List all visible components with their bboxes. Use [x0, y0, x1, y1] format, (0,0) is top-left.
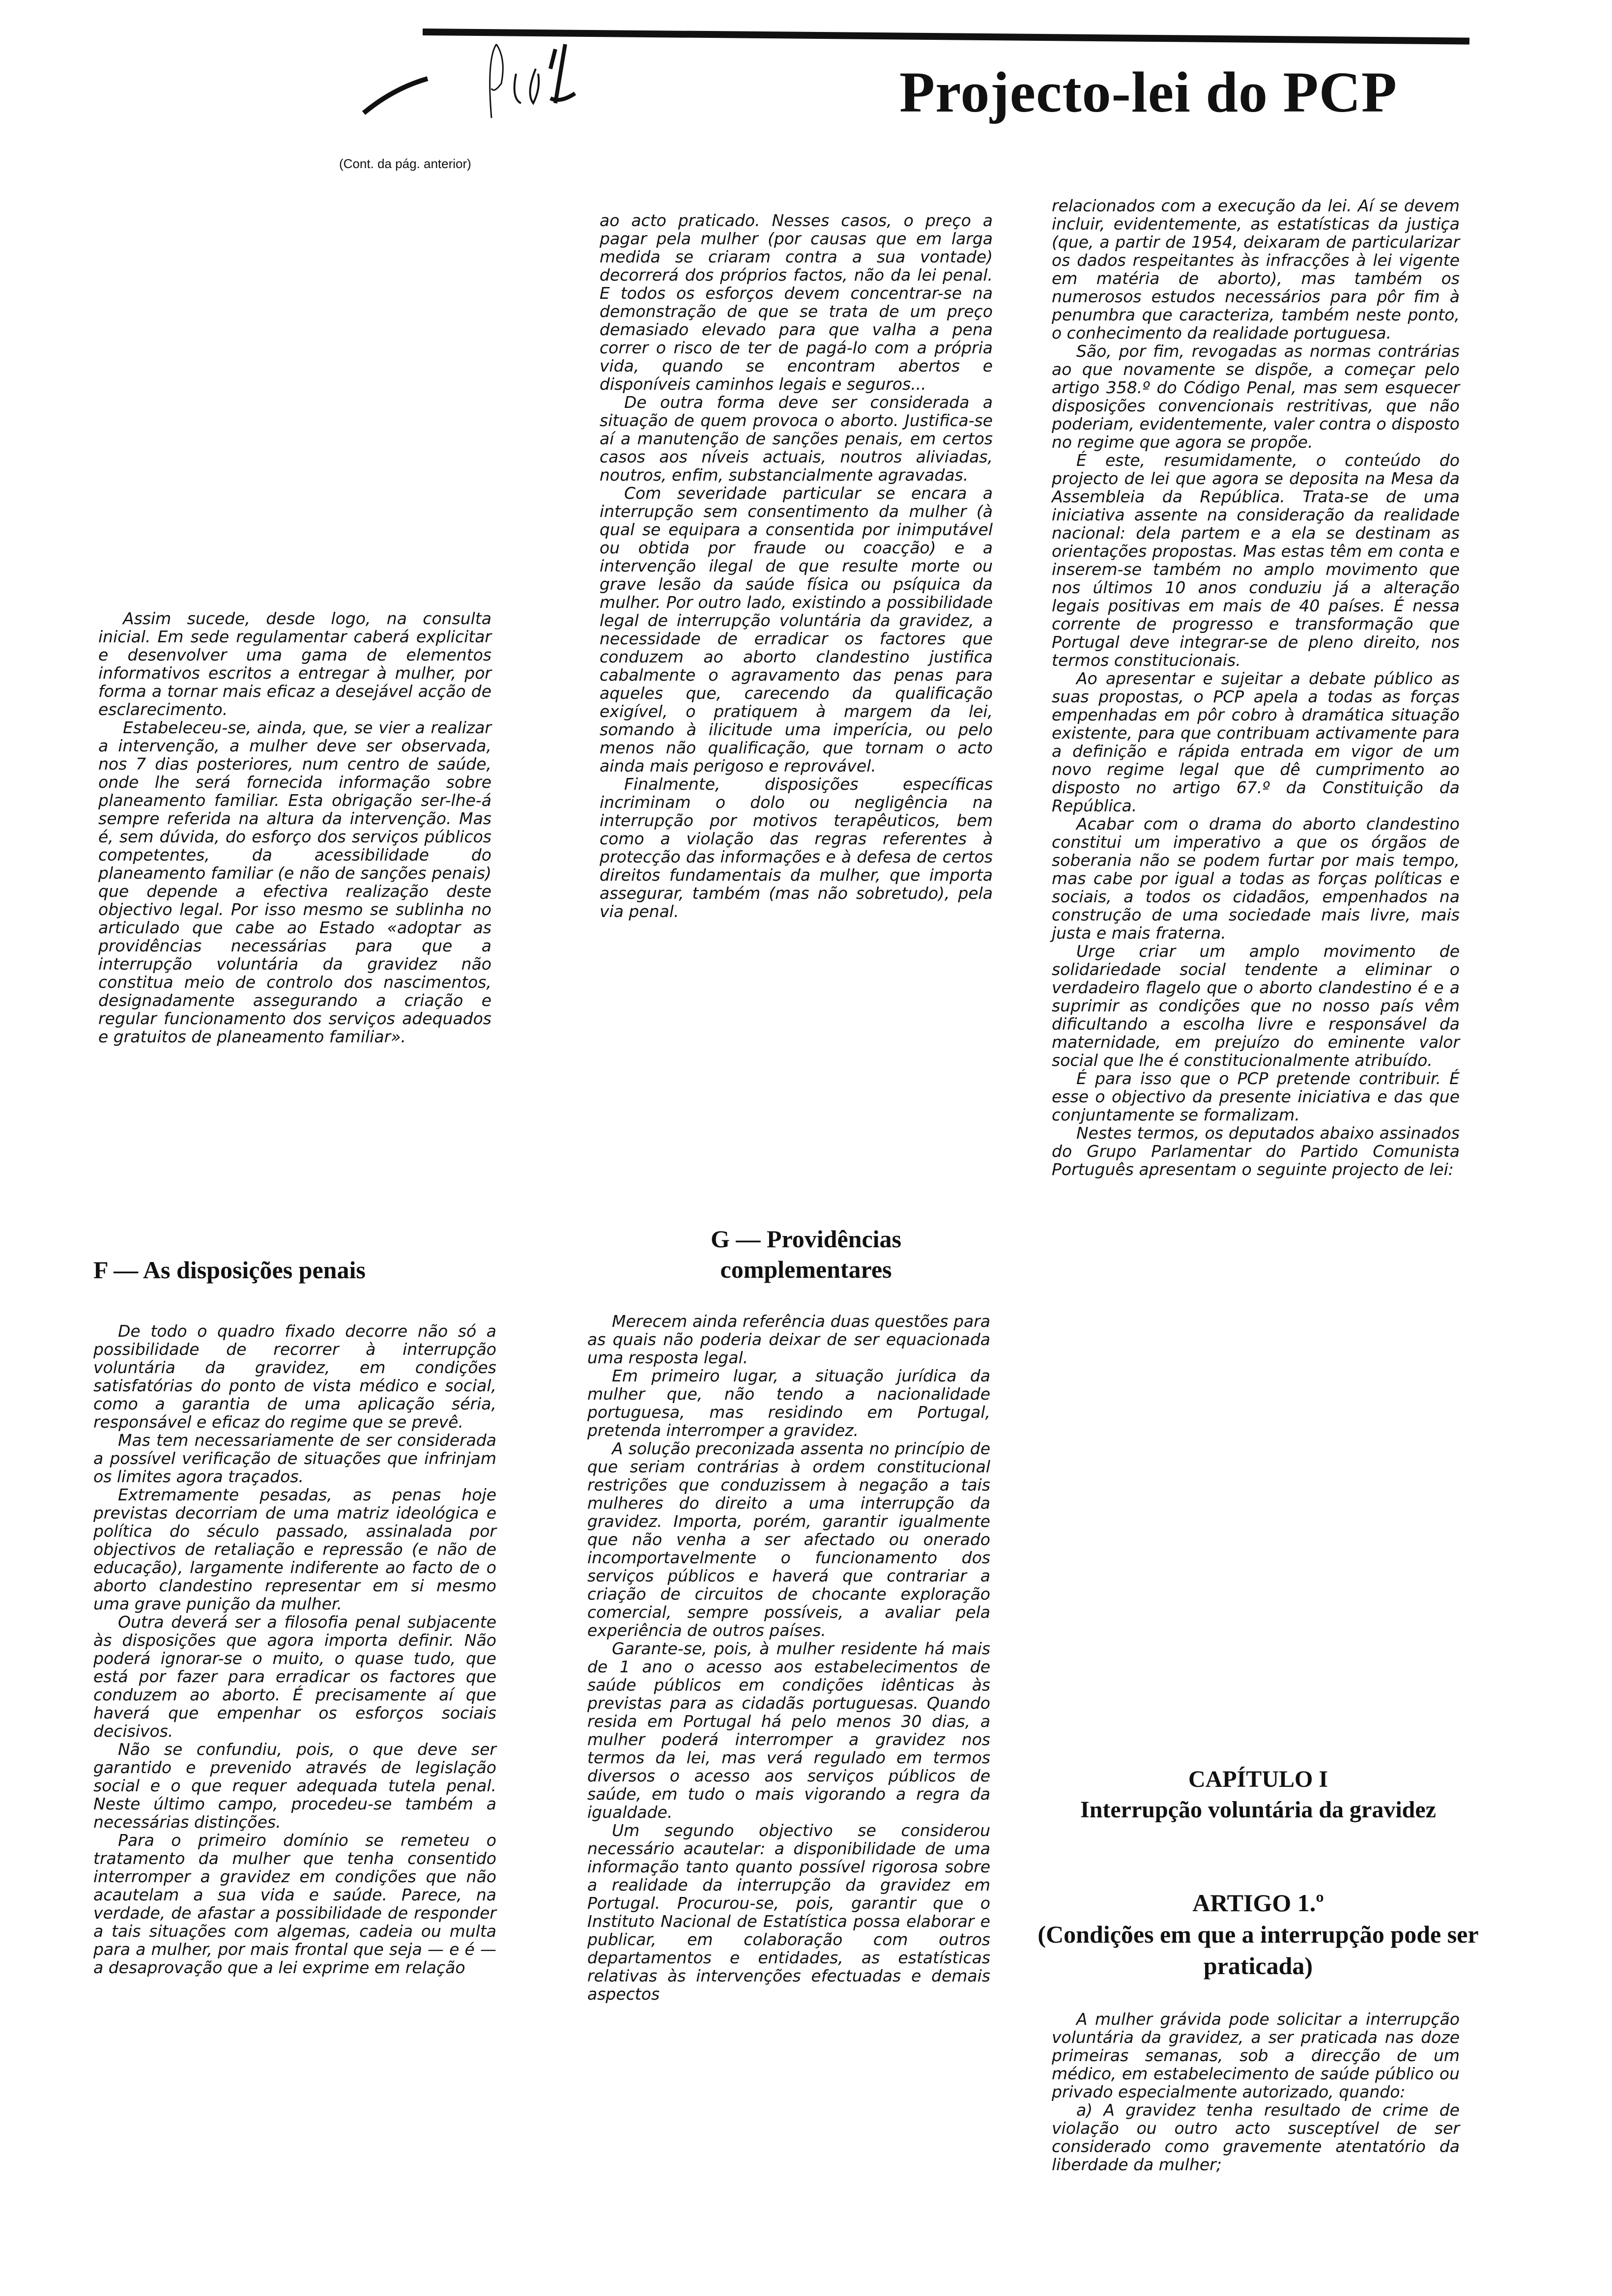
paragraph: ao acto praticado. Nesses casos, o preço a pagar pela mulher (por causas que em larga medida se criaram contra a sua vontade) decorrerá dos próprios factos, não da lei penal. E todos os esforços devem concentrar-se na demonstração de que se trata de um preço demasiado elevado para que valha a pena correr o risco de ter de pagá-lo com a própria vida, quando se encontram abertos e disponíveis caminhos legais e seguros...: [600, 211, 993, 394]
paragraph: Em primeiro lugar, a situação jurídica da mulher que, não tendo a nacionalidade portuguesa, mas residindo em Portugal, pretenda interromper a gravidez.: [587, 1366, 990, 1440]
paragraph: Assim sucede, desde logo, na consulta inicial. Em sede regulamentar caberá explicitar e desenvolver uma gama de elementos informativos escritos a entregar à mulher, por forma a tornar mais eficaz a desejável acção de esclarecimento.: [98, 609, 491, 719]
column-1-bottom: [93, 1322, 496, 1977]
column-2-top: [600, 211, 993, 920]
paragraph: Extremamente pesadas, as penas hoje previstas decorriam de uma matriz ideológica e política do século passado, assinalada por objectivos de retaliação e repressão (e não de educação), largamente indiferente ao facto de o aborto clandestino representar em si mesmo uma grave punição da mulher.: [93, 1485, 496, 1613]
handwritten-page-note: [344, 29, 649, 128]
paragraph: Nestes termos, os deputados abaixo assinados do Grupo Parlamentar do Partido Comunista Português apresentam o seguinte projecto de lei:: [1052, 1123, 1460, 1179]
column-3-top: [1052, 197, 1460, 1178]
paragraph: Garante-se, pois, à mulher residente há mais de 1 ano o acesso aos estabelecimentos de saúde públicos em condições idênticas às previstas para as cidadãs portuguesas. Quando resida em Portugal há pelo menos 30 dias, a mulher poderá interromper a gravidez nos termos da lei, mas verá regulado em termos diversos o acesso aos serviços públicos de saúde, em tudo o mais vigorando a regra da igualdade.: [587, 1639, 990, 1822]
column-1-top: [98, 609, 491, 1046]
paragraph: A mulher grávida pode solicitar a interrupção voluntária da gravidez, a ser praticada nas doze primeiras semanas, sob a direcção de um médico, em estabelecimento de saúde público ou privado especialmente autorizado, quando:: [1052, 2009, 1460, 2101]
heading-line: G — Providências: [711, 1225, 901, 1253]
paragraph: Finalmente, disposições específicas incriminam o dolo ou negligência na interrupção por motivos terapêuticos, bem como a violação das regras referentes à protecção das informações e à defesa de certos direitos fundamentais da mulher, que importa assegurar, também (mas não sobretudo), pela via penal.: [600, 775, 993, 921]
page-title: Projecto-lei do PCP: [899, 60, 1397, 124]
paragraph: Urge criar um amplo movimento de solidariedade social tendente a eliminar o verdadeiro flagelo que o aborto clandestino é e a suprimir as condições que no nosso país vêm dificultando a escolha livre e responsável da maternidade, em prejuízo do eminente valor social que lhe é constitucionalmente atribuído.: [1052, 942, 1460, 1070]
paragraph: Estabeleceu-se, ainda, que, se vier a realizar a intervenção, a mulher deve ser observada, nos 7 dias posteriores, num centro de saúde, onde lhe será fornecida informação sobre planeamento familiar. Esta obrigação ser-lhe-á sempre referida na altura da intervenção. Mas é, sem dúvida, do esforço dos serviços públicos competentes, da acessibilidade do planeamento familiar (e não de sanções penais) que depende a efectiva realização deste objectivo legal. Por isso mesmo se sublinha no articulado que cabe ao Estado «adoptar as providências necessárias para que a interrupção voluntária da gravidez não constitua meio de controlo dos nascimentos, designadamente assegurando a criação e regular funcionamento dos serviços adequados e gratuitos de planeamento familiar».: [98, 718, 491, 1046]
paragraph: São, por fim, revogadas as normas contrárias ao que novamente se dispõe, a começar pelo artigo 358.º do Código Penal, mas sem esquecer disposições convencionais restritivas, que não poderiam, evidentemente, valer contra o disposto no regime que agora se propõe.: [1052, 342, 1460, 452]
column-3-bottom: [1052, 2010, 1460, 2174]
chapter-label: CAPÍTULO I: [1188, 1766, 1328, 1792]
paragraph: Para o primeiro domínio se remeteu o tratamento da mulher que tenha consentido interromper a gravidez em condições que não acautelam a sua vida e saúde. Parece, na verdade, de afastar a possibilidade de responder a tais situações com algemas, cadeia ou multa para a mulher, por mais frontal que seja — e é — a desaprovação que a lei exprime em relação: [93, 1831, 496, 1977]
paragraph: Com severidade particular se encara a interrupção sem consentimento da mulher (à qual se equipara a consentida por inimputável ou obtida por fraude ou coacção) e a intervenção ilegal de que resulte morte ou grave lesão da saúde física ou psíquica da mulher. Por outro lado, existindo a possibilidade legal de interrupção voluntária da gravidez, a necessidade de erradicar os factores que conduzem ao aborto clandestino justifica cabalmente o agravamento das penas para aqueles que, carecendo da qualificação exigível, o pratiquem à margem da lei, somando à ilicitude uma imperícia, ou pelo menos não qualificação, que tornam o acto ainda mais perigoso e reprovável.: [600, 484, 993, 775]
paragraph: Um segundo objectivo se considerou necessário acautelar: a disponibilidade de uma informação tanto quanto possível rigorosa sobre a realidade da interrupção da gravidez em Portugal. Procurou-se, pois, garantir que o Instituto Nacional de Estatística possa elaborar e publicar, em colaboração com outros departamentos e entidades, as estatísticas relativas às intervenções efectuadas e demais aspectos: [587, 1821, 990, 2004]
article-heading: [1037, 1887, 1479, 1981]
section-heading-g: [585, 1224, 1027, 1285]
paragraph: Merecem ainda referência duas questões para as quais não poderia deixar de ser equacionada uma resposta legal.: [587, 1312, 990, 1367]
paragraph: De outra forma deve ser considerada a situação de quem provoca o aborto. Justifica-se aí a manutenção de sanções penais, em certos casos aos níveis actuais, noutros aliviadas, noutros, enfim, substancialmente agravadas.: [600, 393, 993, 485]
article-label: ARTIGO 1.º: [1192, 1889, 1324, 1917]
chapter-heading: [1037, 1764, 1479, 1825]
paragraph: relacionados com a execução da lei. Aí se devem incluir, evidentemente, as estatísticas da justiça (que, a partir de 1954, deixaram de particularizar os dados respeitantes às infracções à lei vigente em matéria de aborto), mas também os numerosos estudos necessários para pôr fim à penumbra que caracteriza, também neste ponto, o conhecimento da realidade portuguesa.: [1052, 196, 1460, 343]
paragraph: A solução preconizada assenta no princípio de que seriam contrárias à ordem constitucional restrições que conduzissem à negação a tais mulheres do direito a uma interrupção da gravidez. Importa, porém, garantir igualmente que não venha a ser afectado ou onerado incomportavelmente o funcionamento dos serviços públicos e haverá que contrariar a criação de circuitos de chocante exploração comercial, sempre possíveis, a avaliar pela experiência de outros países.: [587, 1439, 990, 1640]
column-2-bottom: [587, 1312, 990, 2003]
paragraph: De todo o quadro fixado decorre não só a possibilidade de recorrer à interrupção voluntária da gravidez, em condições satisfatórias do ponto de vista médico e social, como a garantia de uma aplicação séria, responsável e eficaz do regime que se prevê.: [93, 1321, 496, 1432]
paragraph: Ao apresentar e sujeitar a debate público as suas propostas, o PCP apela a todas as forças empenhadas em pôr cobro à dramática situação existente, para que contribuam activamente para a definição e rápida entrada em vigor de um novo regime legal que dê cumprimento ao disposto no artigo 67.º da Constituição da República.: [1052, 669, 1460, 815]
continuation-note: (Cont. da pág. anterior): [339, 156, 471, 171]
paragraph: É este, resumidamente, o conteúdo do projecto de lei que agora se deposita na Mesa da Assembleia da República. Trata-se de uma iniciativa assente na consideração da realidade nacional: dela partem e a ela se destinam as orientações propostas. Mas estas têm em conta e inserem-se também no amplo movimento que nos últimos 10 anos conduziu já a alteração legais positivas em mais de 40 países. É nessa corrente de progresso e transformação que Portugal deve integrar-se de pleno direito, nos termos constitucionais.: [1052, 451, 1460, 670]
paragraph: Não se confundiu, pois, o que deve ser garantido e prevenido através de legislação social e o que requer adequada tutela penal. Neste último campo, procedeu-se também a necessárias distinções.: [93, 1740, 496, 1832]
paragraph: Outra deverá ser a filosofia penal subjacente às disposições que agora importa definir. Não poderá ignorar-se o muito, o quase tudo, que está por fazer para erradicar os factores que conduzem ao aborto. É precisamente aí que haverá que empenhar os esforços sociais decisivos.: [93, 1612, 496, 1741]
paragraph: É para isso que o PCP pretende contribuir. É esse o objectivo da presente iniciativa e das que conjuntamente se formalizam.: [1052, 1069, 1460, 1124]
article-title: (Condições em que a interrupção pode ser praticada): [1037, 1921, 1479, 1980]
section-heading-f: F — As disposições penais: [93, 1256, 366, 1284]
paragraph: Acabar com o drama do aborto clandestino constitui um imperativo a que os órgãos de soberania não se podem furtar por mais tempo, mas cabe por igual a todas as forças políticas e sociais, a todos os cidadãos, empenhados na construção de uma sociedade mais livre, mais justa e mais fraterna.: [1052, 814, 1460, 943]
chapter-title: Interrupção voluntária da gravidez: [1080, 1797, 1436, 1823]
heading-line: complementares: [720, 1256, 892, 1283]
paragraph: a) A gravidez tenha resultado de crime de violação ou outro acto susceptível de ser considerado como gravemente atentatório da liberdade da mulher;: [1052, 2100, 1460, 2174]
paragraph: Mas tem necessariamente de ser considerada a possível verificação de situações que infrinjam os limites agora traçados.: [93, 1431, 496, 1486]
